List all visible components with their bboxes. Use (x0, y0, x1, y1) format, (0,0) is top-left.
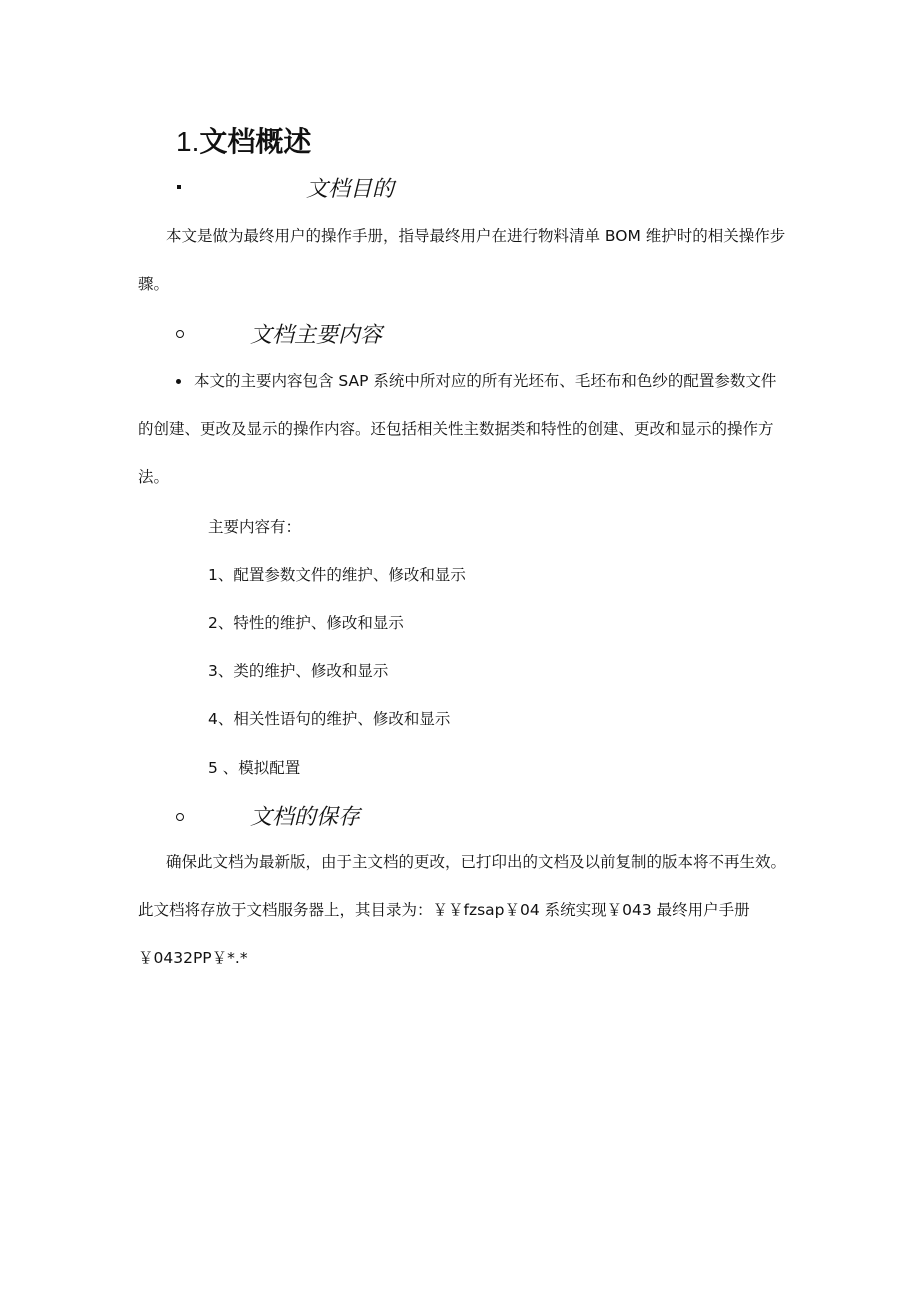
heading-level-1 (176, 120, 311, 160)
section-title-storage: 文档的保存 (250, 805, 361, 830)
content-list-item: 3、类的维护、修改和显示 (208, 662, 389, 680)
content-list-item: 4、相关性语句的维护、修改和显示 (208, 710, 451, 728)
content-list-intro: 主要内容有： (208, 518, 302, 536)
heading-number: 1. (176, 126, 200, 157)
content-list-item: 2、特性的维护、修改和显示 (208, 614, 404, 632)
heading-title: 文档概述 (199, 125, 312, 158)
purpose-paragraph (138, 212, 786, 308)
storage-paragraph (138, 838, 786, 982)
purpose-paragraph-text: 本文是做为最终用户的操作手册，指导最终用户在进行物料清单 BOM 维护时的相关操作步骤。 (138, 227, 786, 293)
section-title-content: 文档主要内容 (250, 323, 383, 348)
storage-paragraph-text: 确保此文档为最新版，由于主文档的更改，已打印出的文档及以前复制的版本将不再生效。此文档将存放于文档服务器上，其目录为：￥￥fzsap￥04 系统实现￥043 最终用户手册￥0432PP￥*.* (138, 853, 787, 967)
content-bullet-text: 本文的主要内容包含 SAP 系统中所对应的所有光坯布、毛坯布和色纱的配置参数文件的创建、更改及显示的操作内容。还包括相关性主数据类和特性的创建、更改和显示的操作方法。 (138, 372, 777, 486)
content-list-item: 5 、模拟配置 (208, 759, 301, 777)
section-title-purpose: 文档目的 (306, 177, 395, 202)
circle-bullet-icon (176, 330, 184, 338)
square-bullet-icon (177, 185, 181, 189)
content-list-item: 1、配置参数文件的维护、修改和显示 (208, 566, 466, 584)
circle-bullet-icon (176, 813, 184, 821)
content-bullet-paragraph (138, 357, 786, 501)
